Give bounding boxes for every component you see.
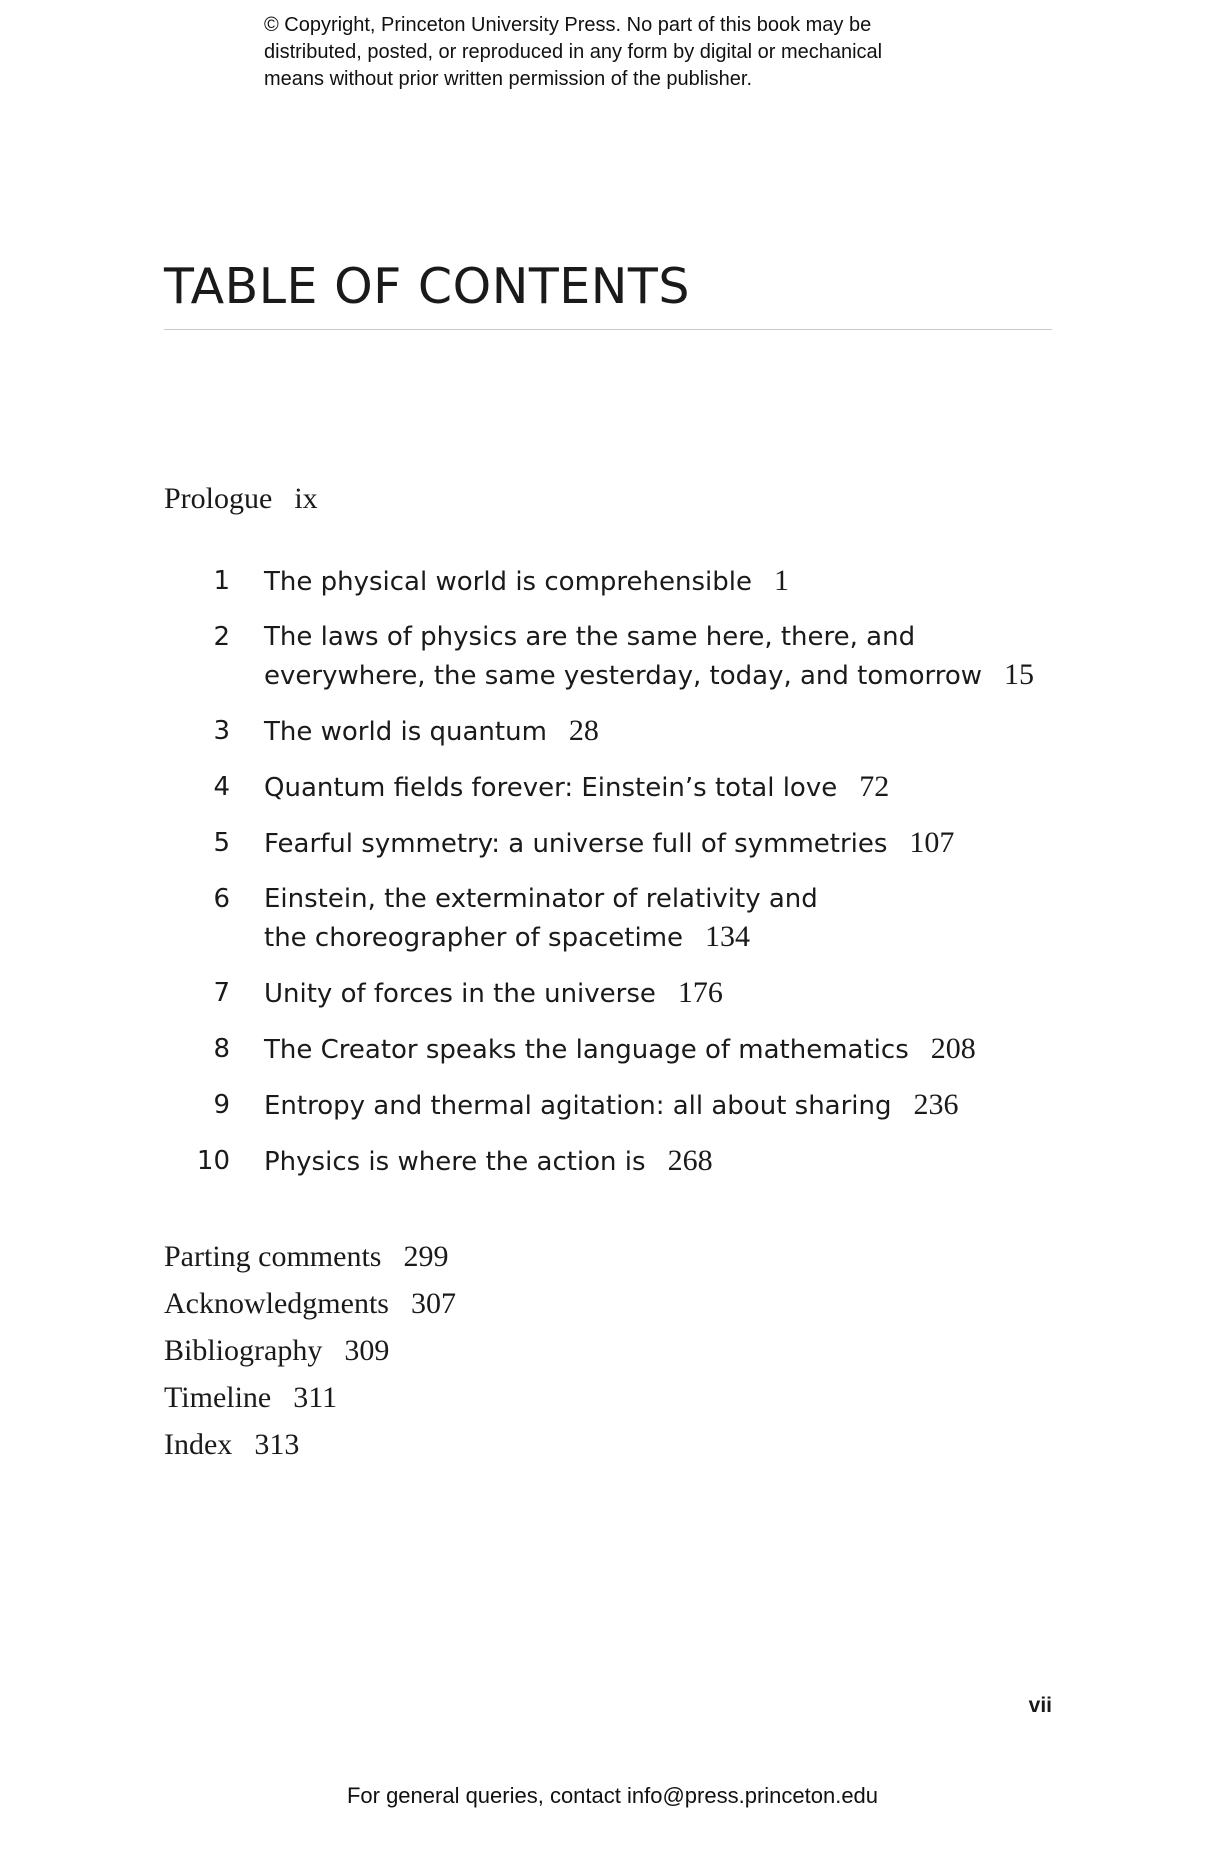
chapter-entry <box>164 768 1064 807</box>
toc-entry-bibliography <box>164 1334 389 1368</box>
chapter-page: 176 <box>677 976 723 1009</box>
chapter-page: 15 <box>1004 658 1035 691</box>
chapter-list <box>164 562 1064 1198</box>
page-number: vii <box>1028 1694 1052 1717</box>
chapter-entry <box>164 618 1064 695</box>
entry-page: 307 <box>410 1287 456 1320</box>
chapter-number: 2 <box>213 622 230 652</box>
chapter-entry <box>164 824 1064 863</box>
chapter-number: 7 <box>213 978 230 1008</box>
chapter-page: 134 <box>705 920 751 953</box>
chapter-title: The Creator speaks the language of mathematics <box>264 1035 909 1065</box>
entry-title: Acknowledgments <box>164 1287 389 1320</box>
chapter-title: Entropy and thermal agitation: all about sharing <box>264 1091 892 1121</box>
chapter-page: 72 <box>859 770 890 803</box>
chapter-number: 8 <box>213 1034 230 1064</box>
entry-page: 299 <box>403 1240 449 1273</box>
chapter-title: Fearful symmetry: a universe full of symmetries <box>264 829 888 859</box>
toc-entry-prologue <box>164 482 318 516</box>
entry-page: ix <box>294 482 318 515</box>
chapter-page: 268 <box>667 1144 713 1177</box>
chapter-title: Unity of forces in the universe <box>264 979 656 1009</box>
chapter-number: 4 <box>213 772 230 802</box>
chapter-title: The world is quantum <box>264 717 547 747</box>
chapter-entry <box>164 562 1064 601</box>
toc-entry-timeline <box>164 1381 337 1415</box>
copyright-line: © Copyright, Princeton University Press. No part of this book may be <box>264 14 872 36</box>
chapter-page: 107 <box>909 826 955 859</box>
chapter-title: The physical world is comprehensible <box>264 567 752 597</box>
chapter-title: Quantum fields forever: Einstein’s total love <box>264 773 838 803</box>
copyright-notice <box>264 12 984 93</box>
entry-page: 309 <box>344 1334 390 1367</box>
chapter-page: 208 <box>930 1032 976 1065</box>
chapter-title: Physics is where the action is <box>264 1147 646 1177</box>
toc-entry-acknowledgments <box>164 1287 456 1321</box>
chapter-entry <box>164 974 1064 1013</box>
chapter-entry <box>164 1086 1064 1125</box>
chapter-title-line: The laws of physics are the same here, there, and <box>264 622 916 652</box>
entry-title: Prologue <box>164 482 273 515</box>
toc-entry-index <box>164 1428 299 1462</box>
title-divider <box>164 329 1052 330</box>
chapter-entry <box>164 1030 1064 1069</box>
entry-title: Index <box>164 1428 233 1461</box>
chapter-page: 28 <box>568 714 599 747</box>
chapter-title-line: Einstein, the exterminator of relativity and <box>264 884 818 914</box>
chapter-title-line: everywhere, the same yesterday, today, and tomorrow <box>264 661 983 691</box>
entry-page: 311 <box>293 1381 338 1414</box>
entry-page: 313 <box>254 1428 300 1461</box>
entry-title: Parting comments <box>164 1240 382 1273</box>
chapter-title-line: the choreographer of spacetime <box>264 923 684 953</box>
chapter-number: 5 <box>213 828 230 858</box>
chapter-number: 9 <box>213 1090 230 1120</box>
page-title: TABLE OF CONTENTS <box>164 258 690 315</box>
entry-title: Bibliography <box>164 1334 323 1367</box>
chapter-number: 1 <box>213 566 230 596</box>
chapter-page: 1 <box>773 564 789 597</box>
chapter-number: 10 <box>196 1146 230 1176</box>
copyright-line: means without prior written permission of the publisher. <box>264 68 753 90</box>
chapter-number: 6 <box>213 884 230 914</box>
chapter-number: 3 <box>213 716 230 746</box>
chapter-entry <box>164 880 1064 957</box>
chapter-entry <box>164 1142 1064 1181</box>
footer-contact: For general queries, contact info@press.princeton.edu <box>346 1783 879 1808</box>
toc-entry-parting-comments <box>164 1240 448 1274</box>
chapter-page: 236 <box>913 1088 959 1121</box>
chapter-entry <box>164 712 1064 751</box>
copyright-line: distributed, posted, or reproduced in any form by digital or mechanical <box>264 41 883 63</box>
entry-title: Timeline <box>164 1381 272 1414</box>
